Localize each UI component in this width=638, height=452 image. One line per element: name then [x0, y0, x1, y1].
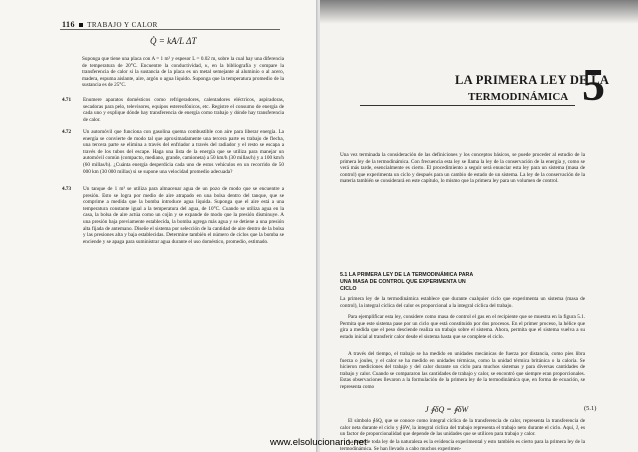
problem-4-71 — [62, 97, 284, 123]
problem-4-73 — [62, 186, 284, 245]
header-rule — [60, 29, 280, 30]
problem-text: Un automóvil que funciona con gasolina quema combustible con aire para liberar energía. La energía se convierte de modo tal que aproximadamente una tercera parte es trabajo de flecha, una tercera parte se elimina a través del enfriador a través del radiador y el resto se escapa a través de los tubos del escape. Haga una lista de la energía que se utiliza para manejar un automóvil común (compacto, mediano, grande, camioneta) a 50 km/h (30 millas/h) y a 100 km/h (60 millas/h). ¿Cuánta energía desperdicia cada uno de estos vehículos en un recorrido de 50 000 km (30 000 millas) si se supone una velocidad promedio adecuada? — [83, 129, 284, 175]
section-paragraph-4: El símbolo ∮δQ, que se conoce como integral cíclica de la transferencia de calor, representa la transferencia de calor neta durante el ciclo y ∮δW, la integral cíclica del trabajo representa el trabajo neto durante el ciclo. Aquí, J, es un factor de proporcionalidad que depende de las unidades que se utilicen para trabajo y calor. — [340, 418, 585, 438]
equation-number: (5.1) — [584, 405, 597, 412]
problem-number: 4.71 — [62, 97, 72, 103]
first-law-equation: J ∮δQ = ∮δW — [425, 405, 469, 414]
square-bullet-icon — [79, 23, 83, 27]
problem-number: 4.73 — [62, 186, 72, 192]
section-heading: 5.1 LA PRIMERA LEY DE LA TERMODINÁMICA PARA UNA MASA DE CONTROL QUE EXPERIMENTA UN CICLO — [340, 272, 474, 292]
problem-text: Enumere aparatos domésticos como refrigeradores, calentadores eléctricos, aspiradoras, secadoras para pelo, televisores, equipos estereofónicos, etc. Registre el consumo de energía de cada uno y explique dónde hay transferencia de energía como trabajo y dónde hay transferencia de calor. — [83, 97, 284, 123]
section-paragraph-1: La primera ley de la termodinámica establece que durante cualquier ciclo que experimenta un sistema (masa de control), la integral cíclica del calor es proporcional a la integral cíclica del trabajo. — [340, 296, 585, 309]
chapter-title: LA PRIMERA LEY DE LA — [455, 73, 610, 87]
problem-number: 4.72 — [62, 129, 72, 135]
watermark-link[interactable]: www.elsolucionario.net — [270, 437, 367, 448]
heat-formula: Q̇ = kA/L ΔT — [150, 36, 197, 46]
problem-4-72 — [62, 129, 284, 175]
intro-problem-text: Suponga que tiene una placa con A = 1 m² y espesor L = 0.02 m, sobre la cual hay una diferencia de temperatura de 20°C. Encuentre la conductividad, κ, en la bibliografía y compare la transferencia de calor si la sustancia de la placa es un metal semejante al aluminio o al acero, madera, espuma aislante, aire, argón o agua líquido. Suponga que la temperatura promedio de la sustancia es de 25°C. — [82, 56, 284, 89]
chapter-subtitle: TERMODINÁMICA — [468, 91, 569, 103]
chapter-rule — [360, 105, 575, 106]
problem-text: Un tanque de 1 m³ se utiliza para almacenar agua de un pozo de modo que se encuentre a presión. Esto se logra por medio de aire atrapado en una bolsa dentro del tanque, que se comprime a medida que la bomba introduce agua líquida. Suponga que el aire está a una temperatura constante igual a la temperatura del agua, de 10°C. Cuando se utiliza agua en la casa, la bolsa de aire actúa como un cojín y se expande de modo que la presión disminuye. A una presión baja previamente establecida, la bomba agrega más agua y se detiene a una presión alta fijada de antemano. Diseñe el sistema por selección de la cantidad de aire dentro de la bolsa y las presiones alta y baja establecidas. Determine también el número de ciclos que la bomba se enciende y se apaga para suministrar agua durante el uso doméstico, promedio, estimado. — [83, 186, 284, 245]
page-shadow — [320, 0, 638, 24]
chapter-number: 5 — [582, 59, 605, 110]
section-paragraph-5: La base de toda ley de la naturaleza es la evidencia experimental y esto también es cierto para la primera ley de la termodinámica. Se han llevado a cabo muchos experimen- — [340, 439, 585, 452]
section-paragraph-3: A través del tiempo, el trabajo se ha medido en unidades mecánicas de fuerza por distancia, como pies libra fuerza o joules, y el calor se ha medido en unidades térmicas, como la unidad térmica británica o la caloría. Se hicieron mediciones del trabajo y del calor durante un ciclo para muchos sistemas y para diversas cantidades de trabajo y calor. Cuando se compararon las cantidades de trabajo y calor, se encontró que siempre eran proporcionales. Estas observaciones llevaron a la formulación de la primera ley de la termodinámica que, en forma de ecuación, se representa como — [340, 351, 585, 390]
running-head — [62, 20, 158, 29]
running-head-title: TRABAJO Y CALOR — [87, 20, 158, 29]
chapter-intro: Una vez terminada la consideración de las definiciones y los conceptos básicos, se puede proceder al estudio de la primera ley de la termodinámica. Con frecuencia esta ley se llama la ley de la conservación de la energía y, como se verá más tarde, esencialmente es cierto. El procedimiento a seguir será enunciar esta ley para un sistema (masa de control) que experimenta un ciclo y después para un cambio de estado de un sistema. La ley de la conservación de la materia también se considerará en este capítulo, lo mismo que la primera ley para un volumen de control. — [340, 152, 585, 185]
page-number: 116 — [62, 20, 76, 29]
section-paragraph-2: Para ejemplificar esta ley, considere como masa de control el gas en el recipiente que se muestra en la figura 5.1. Permita que este sistema pase por un ciclo que está constituido por dos procesos. En el primer proceso, la hélice que gira a medida que el peso desciende realiza un trabajo sobre el sistema. Ahora, permita que el sistema vuelva a su estado inicial al transferir calor desde el sistema hasta que se complete el ciclo. — [340, 314, 585, 340]
